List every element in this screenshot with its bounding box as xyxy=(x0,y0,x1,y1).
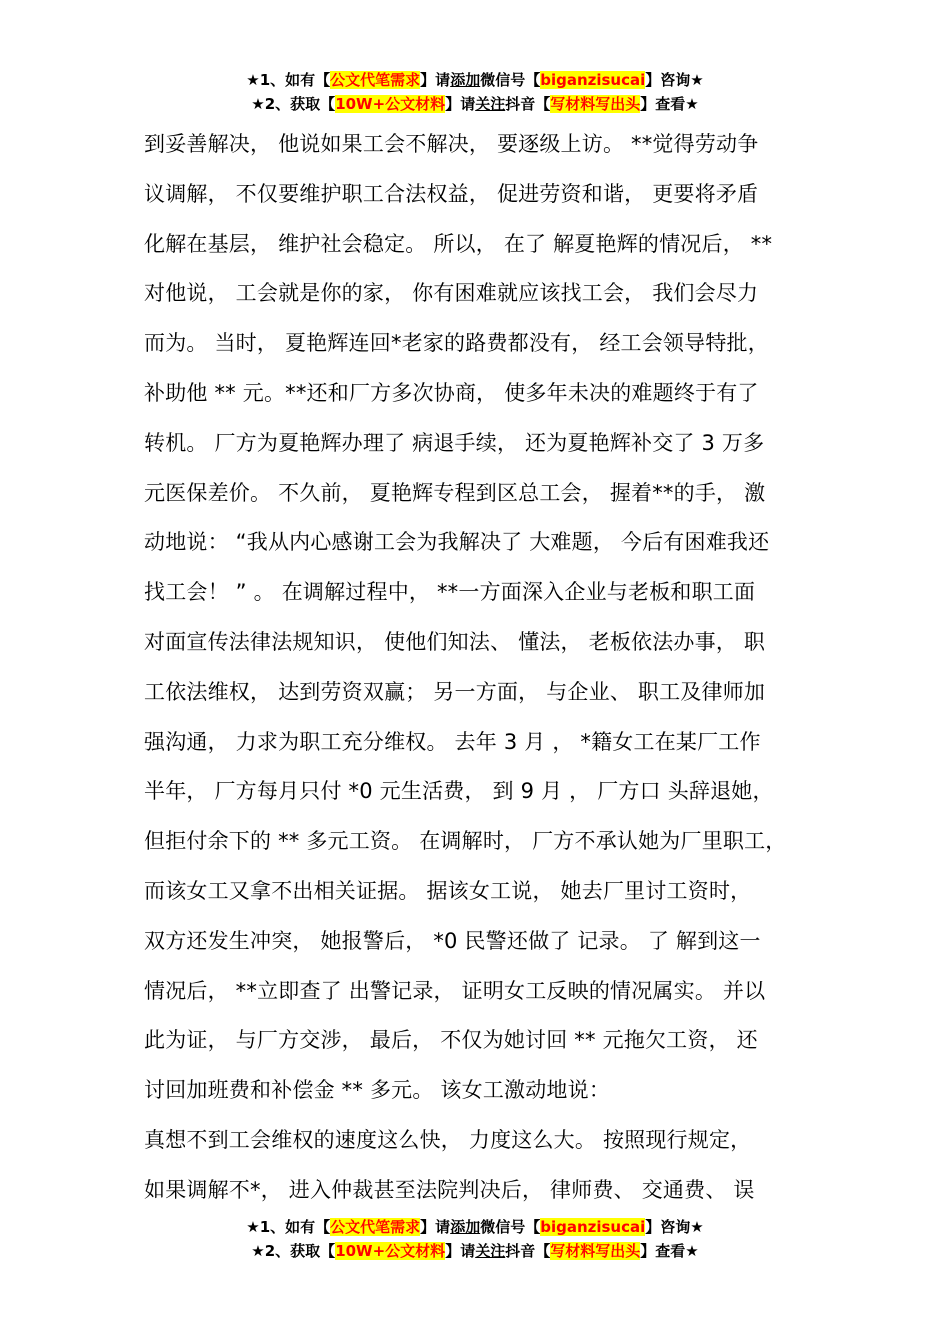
footer-line1-mid: 】请 xyxy=(420,1218,451,1236)
header-line2-emph: 关注 xyxy=(475,95,506,113)
body-line: 真想不到工会维权的速度这么快， 力度这么大。 按照现行规定， xyxy=(144,1127,752,1152)
header-line1-mid2: 微信号【 xyxy=(480,71,541,89)
footer-line2-mid2: 抖音【 xyxy=(505,1242,551,1260)
header-line1-suffix: 】咨询★ xyxy=(645,71,704,89)
body-line: 找工会！ ” 。 在调解过程中， **一方面深入企业与老板和职工面 xyxy=(144,580,756,605)
document-body xyxy=(144,120,844,1216)
header-line2-mid2: 抖音【 xyxy=(505,95,551,113)
body-line: 转机。 厂方为夏艳辉办理了 病退手续， 还为夏艳辉补交了 3 万多 xyxy=(144,430,765,455)
header-banner-top xyxy=(0,68,950,116)
header-line2-highlight-douyin: 写材料写出头 xyxy=(550,95,641,113)
footer-line1-prefix: ★1、如有【 xyxy=(246,1218,331,1236)
header-line1-highlight-wechat: biganzisucai xyxy=(540,71,646,89)
footer-line-2 xyxy=(0,1239,950,1263)
footer-line1-suffix: 】咨询★ xyxy=(645,1218,704,1236)
body-line: 双方还发生冲突， 她报警后， *0 民警还做了 记录。 了 解到这一 xyxy=(144,928,761,953)
footer-line2-prefix: ★2、获取【 xyxy=(251,1242,336,1260)
body-line: 此为证， 与厂方交涉， 最后， 不仅为她讨回 ** 元拖欠工资， 还 xyxy=(144,1028,758,1053)
footer-line1-mid2: 微信号【 xyxy=(480,1218,541,1236)
body-line: 补助他 ** 元。**还和厂方多次协商， 使多年未决的难题终于有了 xyxy=(144,380,759,405)
footer-line1-emph: 添加 xyxy=(450,1218,481,1236)
footer-line2-suffix: 】查看★ xyxy=(640,1242,699,1260)
body-line: 而该女工又拿不出相关证据。 据该女工说， 她去厂里讨工资时， xyxy=(144,878,752,903)
footer-line1-highlight-service: 公文代笔需求 xyxy=(330,1218,421,1236)
body-line: 半年， 厂方每月只付 *0 元生活费， 到 9 月 ， 厂方口 头辞退她， xyxy=(144,779,774,804)
body-line: 而为。 当时， 夏艳辉连回*老家的路费都没有， 经工会领导特批， xyxy=(144,331,769,356)
header-banner-bottom xyxy=(0,1215,950,1263)
header-line2-suffix: 】查看★ xyxy=(640,95,699,113)
body-line: 强沟通， 力求为职工充分维权。 去年 3 月 ， *籍女工在某厂工作 xyxy=(144,729,761,754)
footer-line-1 xyxy=(0,1215,950,1239)
body-line: 对面宣传法律法规知识， 使他们知法、 懂法， 老板依法办事， 职 xyxy=(144,629,766,654)
header-line1-prefix: ★1、如有【 xyxy=(246,71,331,89)
body-line: 化解在基层， 维护社会稳定。 所以， 在了 解夏艳辉的情况后， ** xyxy=(144,231,773,256)
footer-line2-highlight-douyin: 写材料写出头 xyxy=(550,1242,641,1260)
body-line: 动地说： “我从内心感谢工会为我解决了 大难题， 今后有困难我还 xyxy=(144,530,770,555)
header-line2-highlight-materials: 10W+公文材料 xyxy=(335,95,446,113)
footer-line2-emph: 关注 xyxy=(475,1242,506,1260)
body-line: 议调解， 不仅要维护职工合法权益， 促进劳资和谐， 更要将矛盾 xyxy=(144,181,759,206)
footer-line2-highlight-materials: 10W+公文材料 xyxy=(335,1242,446,1260)
body-line: 对他说， 工会就是你的家， 你有困难就应该找工会， 我们会尽力 xyxy=(144,281,759,306)
body-line: 工依法维权， 达到劳资双赢； 另一方面， 与企业、 职工及律师加 xyxy=(144,679,766,704)
footer-line1-highlight-wechat: biganzisucai xyxy=(540,1218,646,1236)
body-line: 如果调解不*， 进入仲裁甚至法院判决后， 律师费、 交通费、 误 xyxy=(144,1177,755,1202)
header-line1-highlight-service: 公文代笔需求 xyxy=(330,71,421,89)
header-line-1 xyxy=(0,68,950,92)
body-line: 讨回加班费和补偿金 ** 多元。 该女工激动地说： xyxy=(144,1078,611,1103)
body-line: 元医保差价。 不久前， 夏艳辉专程到区总工会， 握着**的手， 激 xyxy=(144,480,766,505)
body-line: 但拒付余下的 ** 多元工资。 在调解时， 厂方不承认她为厂里职工， xyxy=(144,829,787,854)
header-line2-prefix: ★2、获取【 xyxy=(251,95,336,113)
header-line1-emph: 添加 xyxy=(450,71,481,89)
header-line1-mid: 】请 xyxy=(420,71,451,89)
body-line: 到妥善解决， 他说如果工会不解决， 要逐级上访。 **觉得劳动争 xyxy=(144,132,759,156)
body-line: 情况后， **立即查了 出警记录， 证明女工反映的情况属实。 并以 xyxy=(144,978,766,1003)
footer-line2-mid: 】请 xyxy=(445,1242,476,1260)
header-line2-mid: 】请 xyxy=(445,95,476,113)
header-line-2 xyxy=(0,92,950,116)
